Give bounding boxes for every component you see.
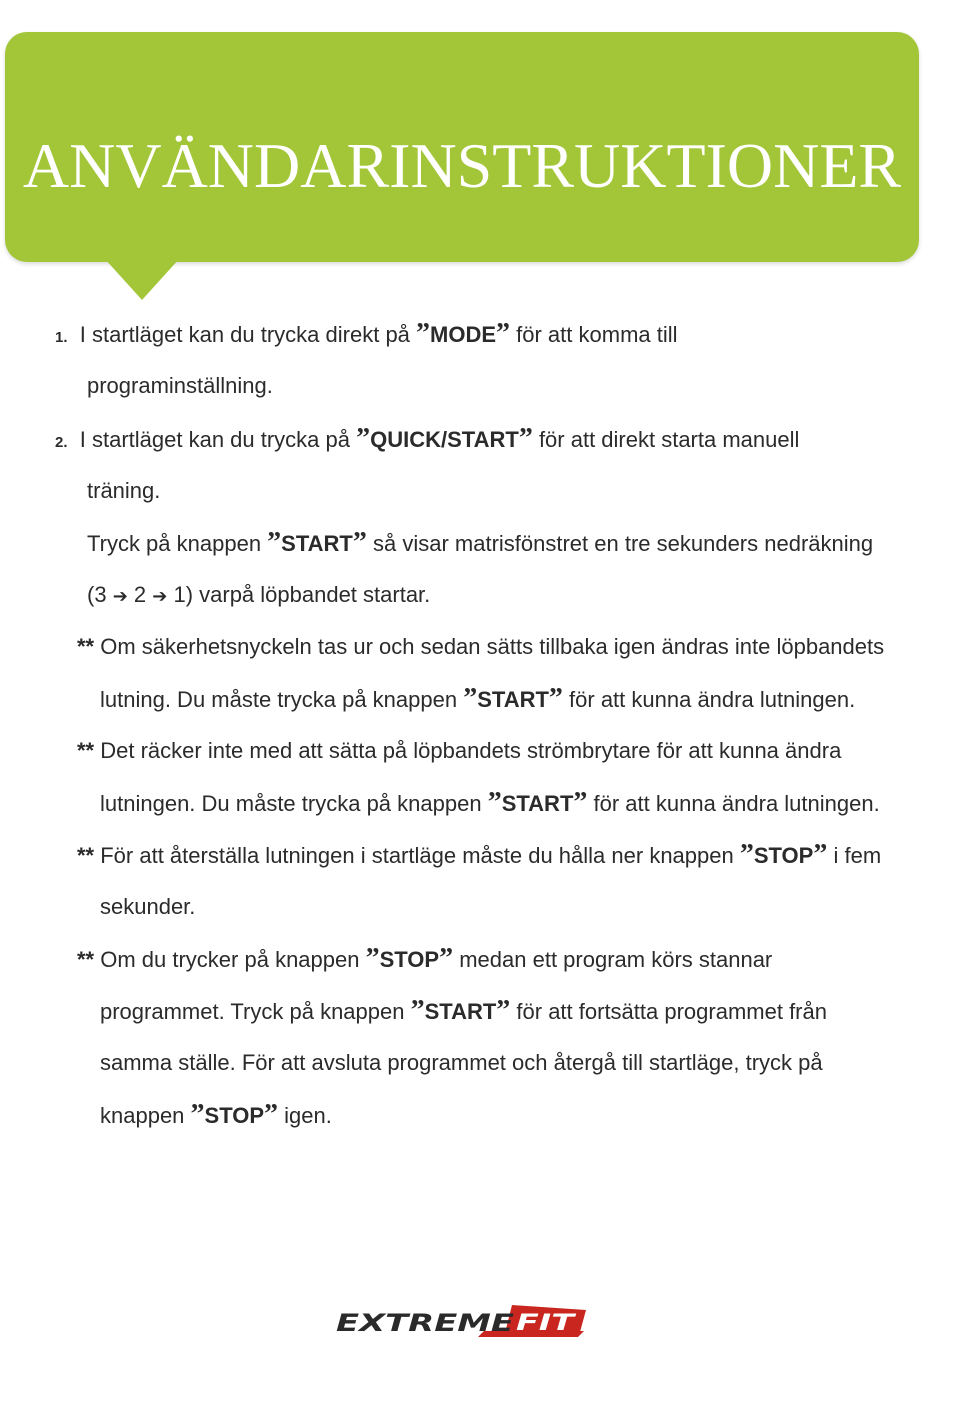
key-start: START [501,791,574,816]
arrow-right-icon: ➔ [112,586,128,607]
note-marker: ** [77,738,95,763]
svg-text:FIT: FIT [516,1311,578,1336]
note-stop-program-cont: programmet. Tryck på knappen ”START” för att fortsätta programmet från [100,995,827,1026]
note-marker: ** [77,634,95,659]
note-text: för att fortsätta programmet från [510,999,827,1024]
item-text: I startläget kan du trycka på [79,427,357,452]
item-text: för att komma till [510,322,678,347]
instruction-item-1: 1. I startläget kan du trycka direkt på ”MODE” för att komma till [55,318,678,349]
item-number: 2. [55,434,68,451]
note-marker: ** [77,843,95,868]
note-text: medan ett program körs stannar [453,947,773,972]
item-number: 1. [55,329,68,346]
key-stop: STOP [204,1103,265,1128]
note-power-switch-cont: lutningen. Du måste trycka på knappen ”START” för att kunna ändra lutningen. [100,787,880,818]
note-text: för att kunna ändra lutningen. [562,687,856,712]
svg-text:EXTREME: EXTREME [336,1309,515,1337]
key-quick-start: QUICK/START [370,427,519,452]
note-text: För att återställa lutningen i startläge måste du hålla ner knappen [94,843,740,868]
countdown-text: 2 [127,582,153,607]
key-start: START [477,687,549,712]
note-reset-incline-cont: sekunder. [100,894,196,919]
note-text: lutningen. Du måste trycka på knappen [100,791,488,816]
item-text: I startläget kan du trycka direkt på [79,322,417,347]
note-text: i fem [827,843,882,868]
start-paragraph: Tryck på knappen ”START” så visar matrisfönstret en tre sekunders nedräkning [87,527,874,558]
note-stop-program-cont: samma ställe. För att avsluta programmet och återgå till startläge, tryck på [100,1050,823,1075]
instruction-item-2-cont: träning. [87,478,161,503]
instruction-item-1-cont: programinställning. [87,373,273,398]
paragraph-text: Tryck på knappen [87,531,268,556]
note-safety-key-cont: lutning. Du måste trycka på knappen ”START” för att kunna ändra lutningen. [100,683,856,714]
note-stop-program-cont: knappen ”STOP” igen. [100,1099,332,1130]
key-stop: STOP [379,947,440,972]
countdown-text: (3 [87,582,113,607]
note-stop-program: ** Om du trycker på knappen ”STOP” medan ett program körs stannar [77,943,773,974]
note-text: knappen [100,1103,191,1128]
note-safety-key [77,633,884,661]
note-reset-incline: ** För att återställa lutningen i startläge måste du hålla ner knappen ”STOP” i fem [77,839,882,870]
note-text: Det räcker inte med att sätta på löpbandets strömbrytare för att kunna ändra [94,738,842,763]
key-stop: STOP [753,843,814,868]
note-text: igen. [278,1103,332,1128]
arrow-right-icon: ➔ [152,586,168,607]
note-text: lutning. Du måste trycka på knappen [100,687,464,712]
paragraph-text: så visar matrisfönstret en tre sekunders nedräkning [366,531,874,556]
note-marker: ** [77,947,95,972]
key-start: START [281,531,353,556]
key-mode: MODE [430,322,497,347]
note-text: för att kunna ändra lutningen. [587,791,880,816]
banner-pointer [104,258,180,300]
extremefit-logo [334,1304,590,1340]
item-text: för att direkt starta manuell [532,427,800,452]
note-text: programmet. Tryck på knappen [100,999,411,1024]
page-title: ANVÄNDARINSTRUKTIONER [22,130,902,201]
note-text: Om säkerhetsnyckeln tas ur och sedan sätts tillbaka igen ändras inte löpbandets [94,634,885,659]
note-power-switch [77,737,841,765]
instruction-item-2: 2. I startläget kan du trycka på ”QUICK/START” för att direkt starta manuell [55,423,800,454]
countdown-text: 1) varpå löpbandet startar. [167,582,431,607]
countdown-line [87,581,430,611]
note-text: Om du trycker på knappen [94,947,366,972]
key-start: START [424,999,497,1024]
